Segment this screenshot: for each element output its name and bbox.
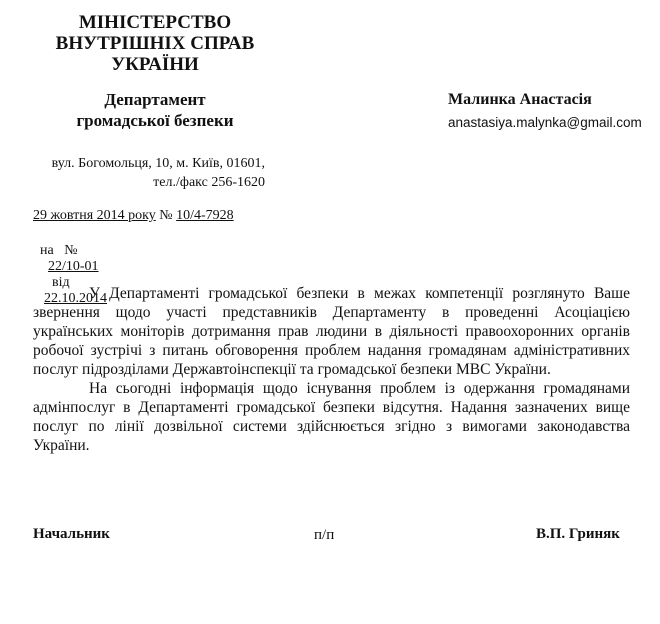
ministry-heading bbox=[40, 12, 270, 75]
body-paragraph-1: У Департаменті громадської безпеки в межах компетенції розглянуто Ваше звернення щодо участі представників Департаменту в проведенні Асоціацією українських моніторів дотримання прав людини в діяльності правоохоронних органів робочої зустрічі з питань обговорення проблем надання громадянам адміністративних послуг підрозділами Державтоінспекції та громадської безпеки МВС України. bbox=[33, 285, 630, 378]
letter-body bbox=[33, 284, 630, 455]
recipient-name: Малинка Анастасія bbox=[448, 91, 592, 108]
body-paragraph-2: На сьогодні інформація щодо існування проблем із одержання громадянами адмінпослуг в Департаменті громадської безпеки відсутня. Надання зазначених вище послуг по лінії дозвільної системи здійснюється згідно з вимогами законодавства України. bbox=[33, 380, 630, 454]
phone-line: тел./факс 256-1620 bbox=[153, 175, 265, 190]
ministry-line-2: ВНУТРІШНІХ СПРАВ bbox=[55, 33, 255, 54]
department-line-1: Департамент bbox=[104, 90, 206, 109]
address-line: вул. Богомольця, 10, м. Київ, 01601, bbox=[51, 156, 265, 171]
signature-name: В.П. Гриняк bbox=[536, 526, 620, 542]
signature-mark: п/п bbox=[314, 527, 335, 543]
ministry-line-1: МІНІСТЕРСТВО bbox=[78, 12, 232, 33]
reply-number: 22/10-01 bbox=[48, 259, 99, 274]
letter-number: 10/4-7928 bbox=[176, 208, 234, 223]
recipient-email: anastasiya.malynka@gmail.com bbox=[448, 115, 642, 130]
reply-date: 22.10.2014 bbox=[44, 291, 107, 306]
ministry-line-3: УКРАЇНИ bbox=[111, 54, 199, 75]
sender-address bbox=[28, 154, 265, 192]
department-line-2: громадської безпеки bbox=[76, 111, 234, 130]
department-heading bbox=[40, 89, 270, 131]
reply-date-prefix: від bbox=[52, 275, 70, 290]
signature-position: Начальник bbox=[33, 526, 110, 542]
outgoing-reference bbox=[33, 208, 234, 224]
reply-prefix: на № bbox=[40, 243, 78, 258]
number-prefix: № bbox=[159, 208, 173, 223]
letter-date: 29 жовтня 2014 року bbox=[33, 208, 156, 223]
